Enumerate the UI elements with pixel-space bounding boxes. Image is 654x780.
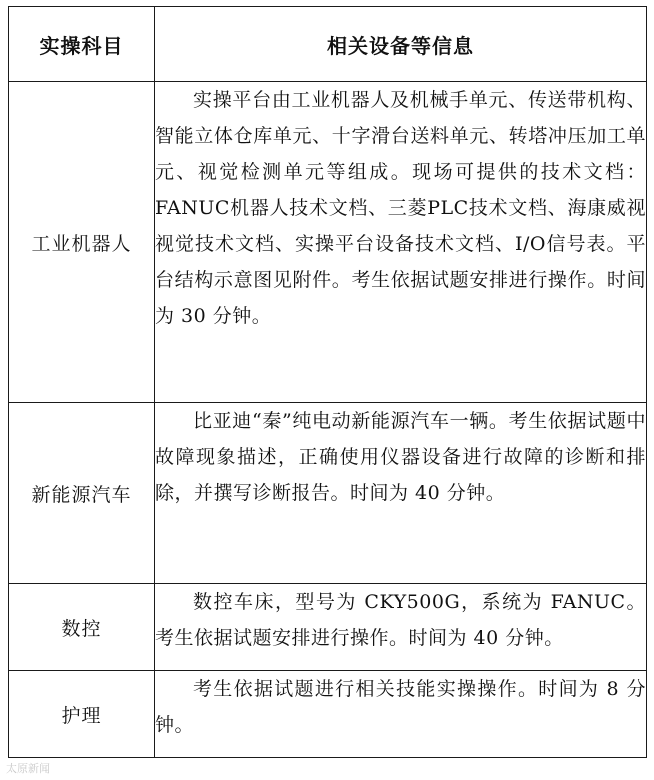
subject-cell: 新能源汽车 bbox=[9, 403, 155, 584]
info-table bbox=[8, 6, 647, 758]
header-subject: 实操科目 bbox=[9, 7, 155, 82]
subject-cell: 工业机器人 bbox=[9, 82, 155, 403]
header-row bbox=[9, 7, 647, 82]
table-row bbox=[9, 671, 647, 758]
table-row bbox=[9, 82, 647, 403]
subject-cell: 数控 bbox=[9, 584, 155, 671]
table-row bbox=[9, 584, 647, 671]
details-cell: 比亚迪“秦”纯电动新能源汽车一辆。考生依据试题中故障现象描述，正确使用仪器设备进行故障的诊断和排除，并撰写诊断报告。时间为 40 分钟。 bbox=[155, 403, 647, 584]
subject-cell: 护理 bbox=[9, 671, 155, 758]
details-cell: 考生依据试题进行相关技能实操操作。时间为 8 分钟。 bbox=[155, 671, 647, 758]
table-row bbox=[9, 403, 647, 584]
details-cell: 实操平台由工业机器人及机械手单元、传送带机构、智能立体仓库单元、十字滑台送料单元、转塔冲压加工单元、视觉检测单元等组成。现场可提供的技术文档：FANUC机器人技术文档、三菱PLC技术文档、海康威视视觉技术文档、实操平台设备技术文档、I/O信号表。平台结构示意图见附件。考生依据试题安排进行操作。时间为 30 分钟。 bbox=[155, 82, 647, 403]
header-details: 相关设备等信息 bbox=[155, 7, 647, 82]
details-cell: 数控车床，型号为 CKY500G，系统为 FANUC。考生依据试题安排进行操作。时间为 40 分钟。 bbox=[155, 584, 647, 671]
watermark: 太原新闻 bbox=[6, 762, 50, 775]
